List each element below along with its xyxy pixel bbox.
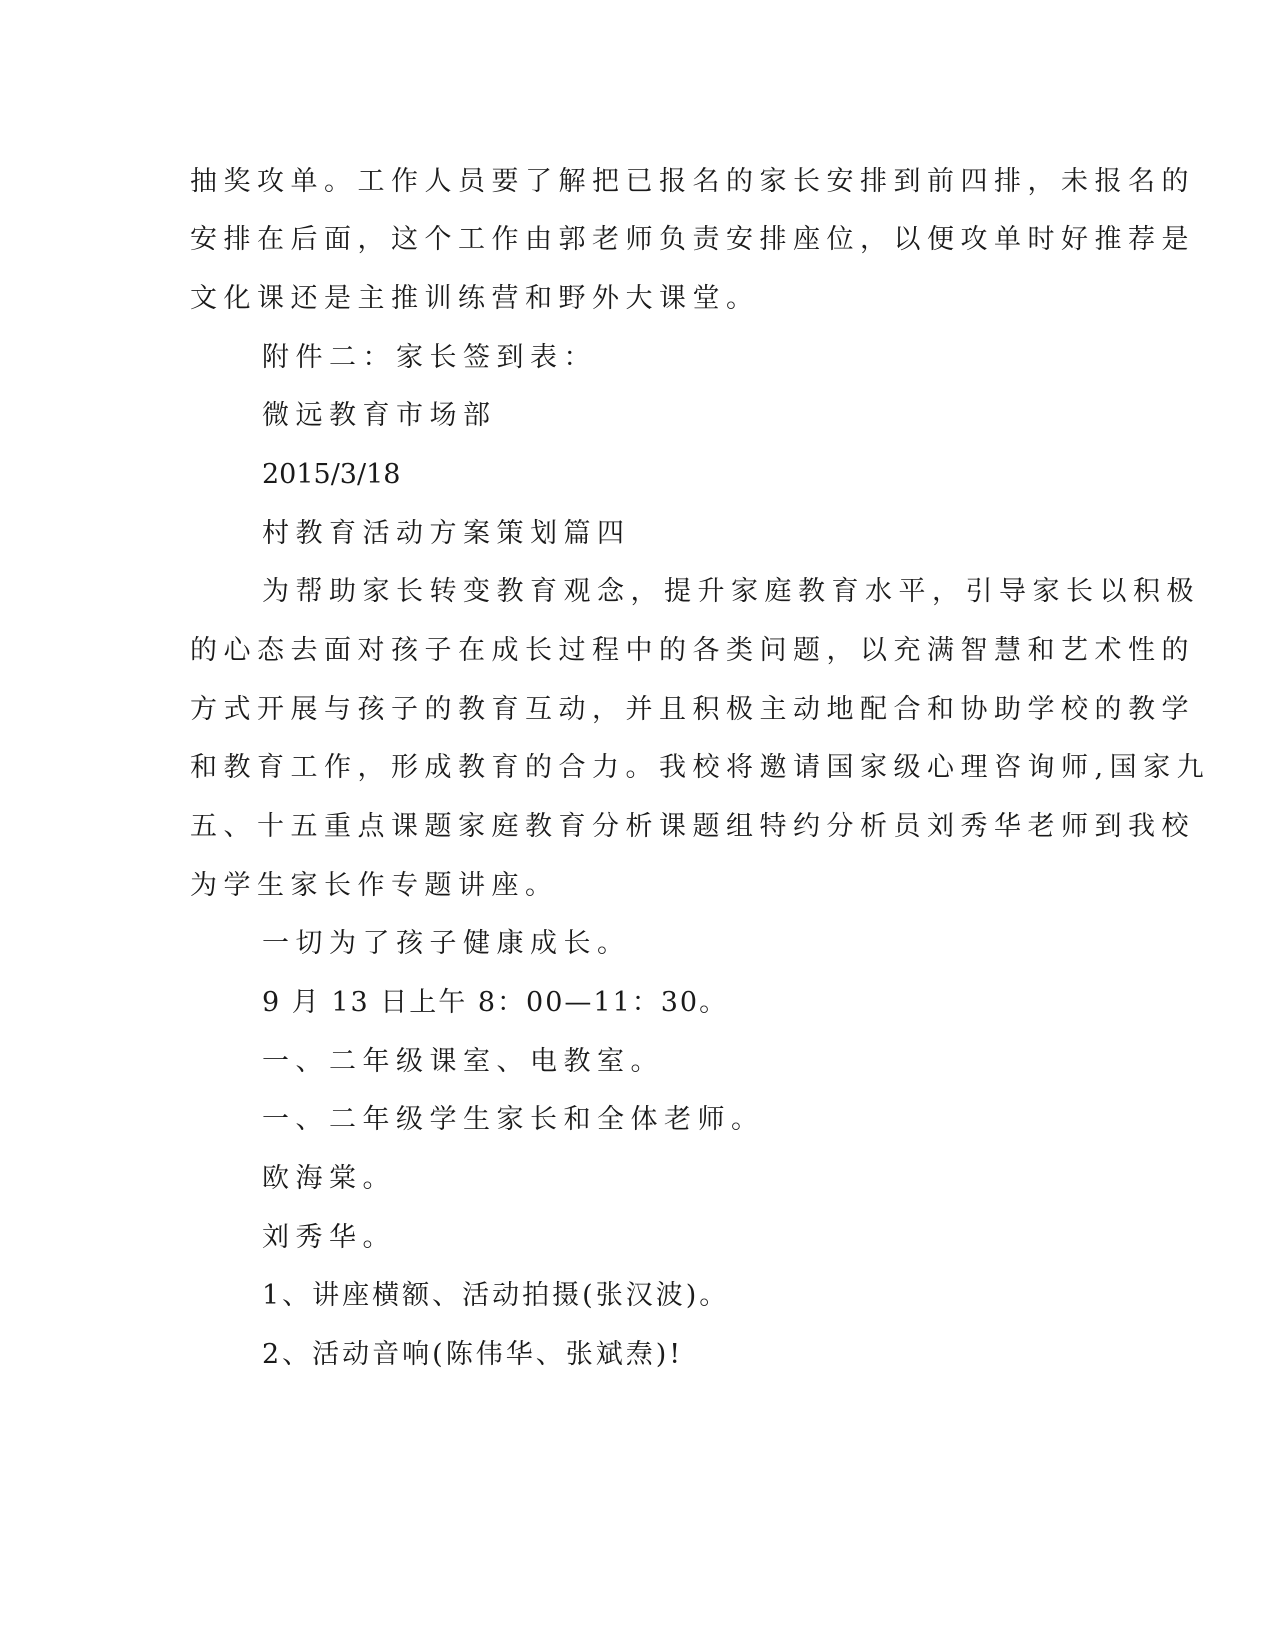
paragraph-line: 安排在后面，这个工作由郭老师负责安排座位，以便攻单时好推荐是 [190,224,1195,255]
attachment-label: 附件二：家长签到表： [262,342,597,373]
task-item: 2、活动音响(陈伟华、张斌焘)! [262,1339,684,1370]
document-date: 2015/3/18 [262,459,401,490]
paragraph-line: 的心态去面对孩子在成长过程中的各类问题，以充满智慧和艺术性的 [190,635,1195,666]
section-title: 村教育活动方案策划篇四 [262,518,631,549]
paragraph-line: 为学生家长作专题讲座。 [190,870,559,901]
department-name: 微远教育市场部 [262,400,497,431]
paragraph-line: 方式开展与孩子的教育互动，并且积极主动地配合和协助学校的教学 [190,694,1195,725]
activity-theme: 一切为了孩子健康成长。 [262,928,631,959]
activity-host: 欧海棠。 [262,1163,396,1194]
task-item: 1、讲座横额、活动拍摄(张汉波)。 [262,1280,730,1311]
activity-participants: 一、二年级学生家长和全体老师。 [262,1104,765,1135]
activity-time: 9 月 13 日上午 8：00—11：30。 [262,987,729,1018]
paragraph-line: 为帮助家长转变教育观念，提升家庭教育水平，引导家长以积极 [262,576,1200,607]
activity-location: 一、二年级课室、电教室。 [262,1046,664,1077]
paragraph-line: 抽奖攻单。工作人员要了解把已报名的家长安排到前四排，未报名的 [190,166,1195,197]
paragraph-line: 五、十五重点课题家庭教育分析课题组特约分析员刘秀华老师到我校 [190,811,1195,842]
paragraph-line: 文化课还是主推训练营和野外大课堂。 [190,283,760,314]
paragraph-line: 和教育工作，形成教育的合力。我校将邀请国家级心理咨询师,国家九 [190,752,1211,783]
activity-speaker: 刘秀华。 [262,1222,396,1253]
